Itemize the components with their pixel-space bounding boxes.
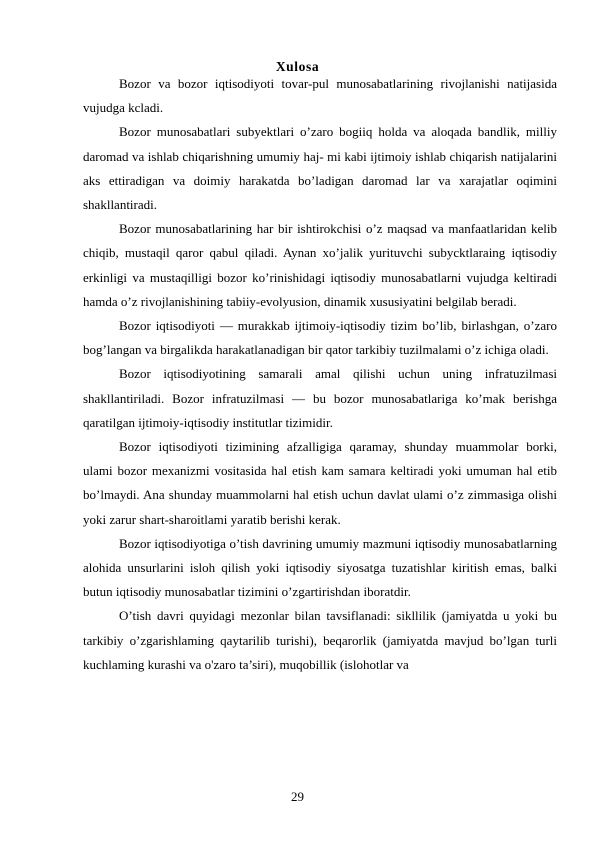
paragraph: Bozor iqtisodiyotiga o’tish davrining umumiy mazmuni iqtisodiy munosabatlarning alohida unsurlarini isloh qilish yoki iqtisodiy siyosatga tuzatishlar kiritish emas, balki butun iqtisodiy munosabatlar tizimini o’zgartirishdan iboratdir. xyxy=(83,535,557,600)
paragraph: Bozor munosabatlari subyektlari o’zaro bogiiq holda va aloqada bandlik, milliy daromad va ishlab chiqarishning umumiy haj- mi kabi ijtimoiy ishlab chiqarish natijalarini aks ettiradigan va doimiy harakatda bo’ladigan daromad lar va xarajatlar oqimini shakllantiradi. xyxy=(83,124,557,213)
paragraph: O’tish davri quyidagi mezonlar bilan tavsiflanadi: sikllilik (jamiyatda u yoki bu tarkibiy o’zgarishlaming qaytarilib turishi), beqarorlik (jamiyatda mavjud bo’lgan turli kuchlaming kurashi va o'zaro ta’siri), muqobillik (islohotlar va xyxy=(83,608,557,672)
paragraph: Bozor va bozor iqtisodiyoti tovar-pul munosabatlarining rivojlanishi natijasida vujudga kcladi. xyxy=(83,76,557,116)
paragraph: Bozor munosabatlarining har bir ishtirokchisi o’z maqsad va manfaatlaridan kelib chiqib, mustaqil qaror qabul qiladi. Aynan xo’jalik yurituvchi subycktlaraing iqtisodiy erkinligi va mustaqilligi bozor ko’rinishidagi iqtisodiy munosabatlarni vujudga keltiradi hamda o’z rivojlanishining tabiiy-evolyusion, dinamik xususiyatini belgilab beradi. xyxy=(83,221,557,309)
page-number: 29 xyxy=(291,789,304,804)
paragraph: Bozor iqtisodiyotining samarali amal qilishi uchun uning infratuzilmasi shakllantiriladi. Bozor infratuzilmasi — bu bozor munosabatlariga ko’mak berishga qaratilgan ijtimoiy-iqtisodiy institutlar tizimidir. xyxy=(83,366,557,430)
page-title: Xulosa xyxy=(275,59,320,74)
paragraph: Bozor iqtisodiyoti — murakkab ijtimoiy-iqtisodiy tizim bo’lib, birlashgan, o’zaro bog’langan va birgalikda harakatlanadigan bir qator tarkibiy tuzilmalami o’z ichiga oladi. xyxy=(83,318,557,358)
paragraph: Bozor iqtisodiyoti tizimining afzalligiga qaramay, shunday muammolar borki, ulami bozor mexanizmi vositasida hal etish kam samara keltiradi yoki umuman hal etib bo’lmaydi. Ana shunday muammolarni hal etish uchun davlat ulami o’z zimmasiga olishi yoki zarur shart-sharoitlami yaratib berishi kerak. xyxy=(83,439,557,527)
body-text xyxy=(83,72,557,677)
